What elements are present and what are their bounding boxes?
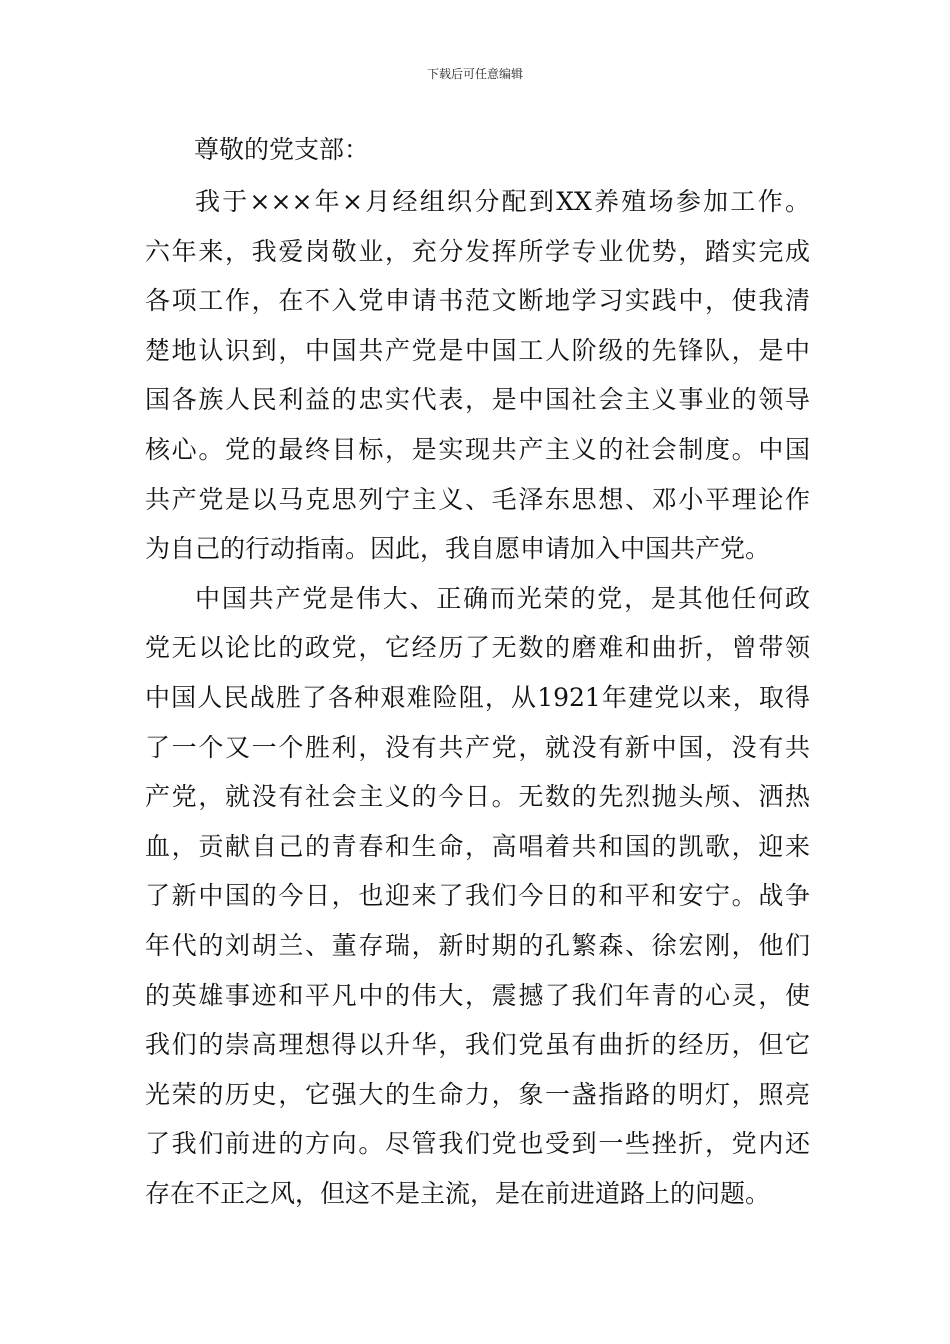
body-text [145, 177, 810, 1218]
body-line: 我们的崇高理想得以升华，我们党虽有曲折的经历，但它 [145, 1030, 810, 1060]
body-line: 共产党是以马克思列宁主义、毛泽东思想、邓小平理论作 [145, 484, 810, 514]
body-line: 中国人民战胜了各种艰难险阻，从1921年建党以来，取得 [145, 682, 810, 712]
body-line: 光荣的历史，它强大的生命力，象一盏指路的明灯，照亮 [145, 1079, 810, 1109]
body-line: 了一个又一个胜利，没有共产党，就没有新中国，没有共 [145, 732, 810, 762]
body-line: 血，贡献自己的青春和生命，高唱着共和国的凯歌，迎来 [145, 831, 810, 861]
body-line: 国各族人民利益的忠实代表，是中国社会主义事业的领导 [145, 385, 810, 415]
body-line: 各项工作，在不入党申请书范文断地学习实践中，使我清 [145, 286, 810, 316]
body-line: 党无以论比的政党，它经历了无数的磨难和曲折，曾带领 [145, 633, 810, 663]
body-line: 中国共产党是伟大、正确而光荣的党，是其他任何政 [195, 583, 810, 613]
body-line: 产党，就没有社会主义的今日。无数的先烈抛头颅、洒热 [145, 782, 810, 812]
body-line: 我于×××年×月经组织分配到XX养殖场参加工作。 [195, 187, 810, 216]
body-line: 为自己的行动指南。因此，我自愿申请加入中国共产党。 [145, 534, 771, 564]
body-line: 的英雄事迹和平凡中的伟大，震撼了我们年青的心灵，使 [145, 980, 810, 1010]
salutation: 尊敬的党支部： [194, 135, 370, 164]
body-line: 六年来，我爱岗敬业，充分发挥所学专业优势，踏实完成 [145, 236, 810, 266]
body-line: 了新中国的今日，也迎来了我们今日的和平和安宁。战争 [145, 881, 810, 911]
body-line: 年代的刘胡兰、董存瑞，新时期的孔繁森、徐宏刚，他们 [145, 930, 810, 960]
body-line: 楚地认识到，中国共产党是中国工人阶级的先锋队，是中 [145, 335, 810, 365]
body-line: 核心。党的最终目标，是实现共产主义的社会制度。中国 [145, 434, 810, 464]
body-line: 存在不正之风，但这不是主流，是在前进道路上的问题。 [145, 1178, 771, 1208]
body-line: 了我们前进的方向。尽管我们党也受到一些挫折，党内还 [145, 1129, 810, 1159]
header-note: 下载后可任意编辑 [426, 67, 523, 81]
